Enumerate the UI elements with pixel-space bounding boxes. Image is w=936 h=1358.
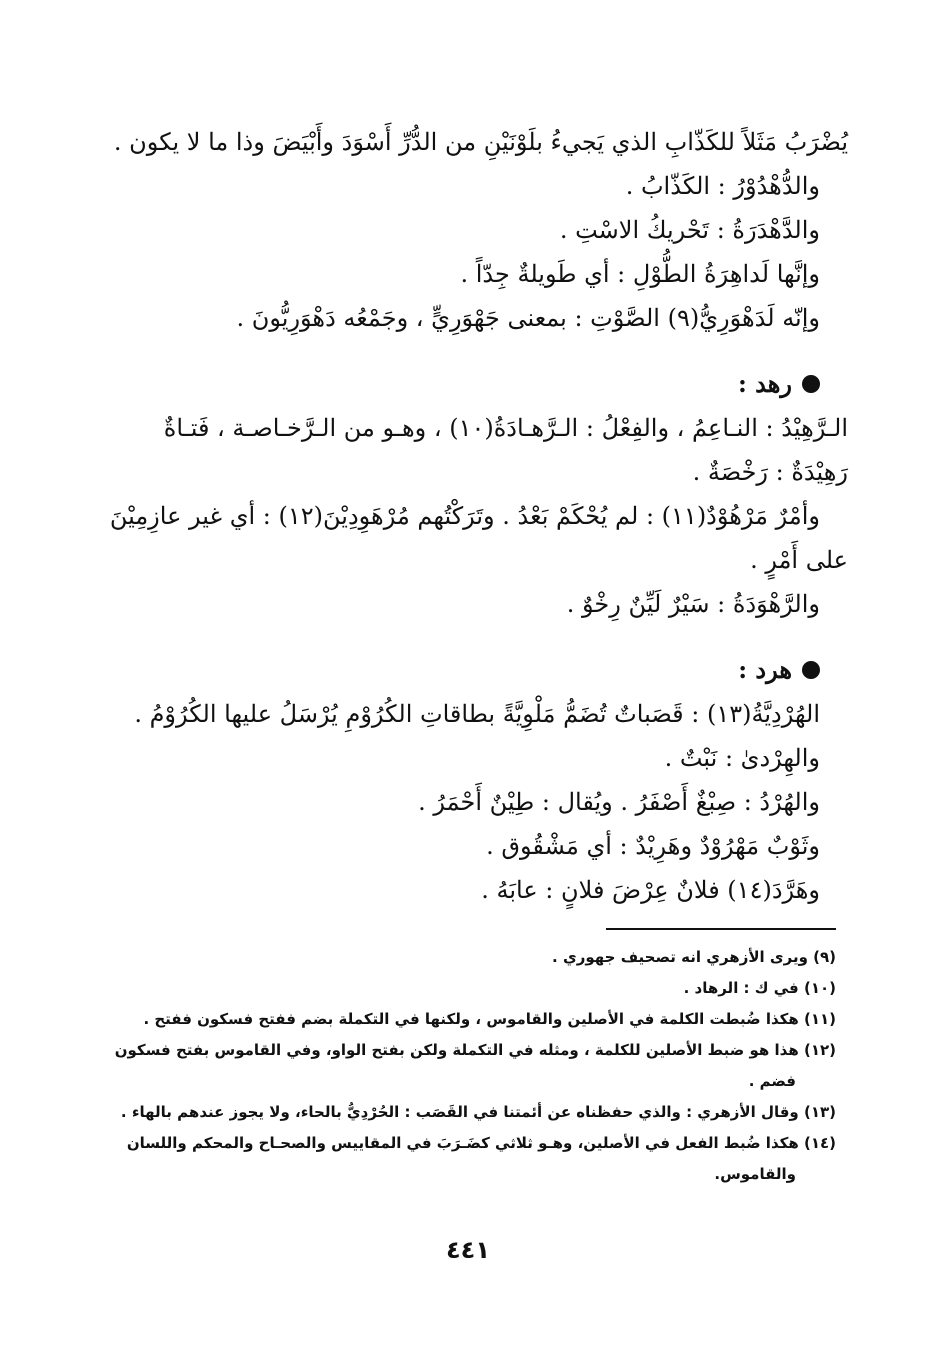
bullet-icon — [802, 661, 820, 679]
footnote: (١٢) هذا هو ضبط الأصلين للكلمة ، ومثله في التكملة ولكن بفتح الواو، وفي القاموس بفتح فسكون — [114, 1041, 836, 1059]
text-line: والرَّهْوَدَةُ : سَيْرٌ لَيِّنٌ رِخْوٌ . — [566, 590, 820, 618]
footnotes — [98, 942, 836, 1190]
page-number: ٤٤١ — [446, 1236, 490, 1264]
spacer — [88, 340, 848, 362]
heading-label: هرد : — [738, 655, 792, 684]
footnote-separator — [606, 928, 836, 930]
text-line: والهُرْدُ : صِبْغٌ أَصْفَرُ . ويُقال : طِيْنٌ أَحْمَرُ . — [418, 788, 820, 816]
text-line: رَهِيْدَةٌ : رَخْصَةٌ . — [692, 458, 848, 486]
text-line: على أَمْرٍ . — [750, 546, 848, 574]
text-line: يُضْرَبُ مَثَلاً للكَذّابِ الذي يَجيءُ بلَوْنَيْنِ من الدُّرِّ أَسْوَدَ وأَبْيَضَ وذا ما لا يكون . — [113, 128, 848, 156]
text-line: والدُّهْدُوْرُ : الكَذّابُ . — [625, 172, 820, 200]
footnote: (١٠) في ك : الرهاد . — [683, 979, 836, 997]
text-line: وأمْرٌ مَرْهُوْدٌ(١١) : لم يُحْكَمْ بَعْدُ . وتَرَكْتُهم مُرْهَوِدِيْنَ(١٢) : أي غير عازِمِيْنَ — [109, 502, 820, 530]
text-line: الهُرْدِيَّةُ(١٣) : قَصَباتٌ تُضَمُّ مَلْوِيَّةً بطاقاتِ الكُرُوْمِ يُرْسَلُ عليها الكُرُوْمُ . — [134, 700, 820, 728]
heading-label: رهد : — [737, 369, 792, 398]
footnote-continuation: والقاموس. — [714, 1165, 796, 1183]
footnote: (١١) هكذا ضُبطت الكلمة في الأصلين والقاموس ، ولكنها في التكملة بضم ففتح فسكون ففتح . — [143, 1010, 836, 1028]
text-line: وإنّه لَدَهْوَرِيُّ(٩) الصَّوْتِ : بمعنى جَهْوَرِيٍّ ، وجَمْعُه دَهْوَرِيُّونَ . — [236, 304, 820, 332]
footnote: (١٤) هكذا ضُبط الفعل في الأصلين، وهـو ثلاثي كضَـرَبَ في المقاييس والصحـاح والمحكم واللسان — [126, 1134, 836, 1152]
footnote: (٩) ويرى الأزهري انه تصحيف جهوري . — [552, 948, 836, 966]
main-text — [88, 120, 848, 912]
text-line: وإنَّها لَداهِرَةُ الطُّوْلِ : أي طَويلةٌ جِدّاً . — [460, 260, 820, 288]
bullet-icon — [802, 375, 820, 393]
footnote-continuation: فضم . — [748, 1072, 796, 1090]
text-line: والهِرْدىٰ : نَبْتٌ . — [664, 744, 820, 772]
text-line: والدَّهْدَرَةُ : تَحْريكُ الاسْتِ . — [559, 216, 820, 244]
entry-heading-hrd — [88, 648, 848, 692]
text-line: الـرَّهِيْدُ : النـاعِمُ ، والفِعْلُ : الـرَّهـادَةُ(١٠) ، وهـو من الـرَّخـاصـة ، فَتـاةٌ — [163, 414, 848, 442]
text-line: وهَرَّدَ(١٤) فلانٌ عِرْضَ فلانٍ : عابَهُ . — [481, 876, 820, 904]
entry-heading-rhd — [88, 362, 848, 406]
spacer — [88, 626, 848, 648]
footnote: (١٣) وقال الأزهري : والذي حفظناه عن أئمتنا في القَصَب : الحُرْدِيُّ بالحاء، ولا يجوز عندهم بالهاء . — [120, 1103, 836, 1121]
text-line: وثَوْبٌ مَهْرُوْدٌ وهَرِيْدٌ : أي مَشْقُوق . — [486, 832, 820, 860]
